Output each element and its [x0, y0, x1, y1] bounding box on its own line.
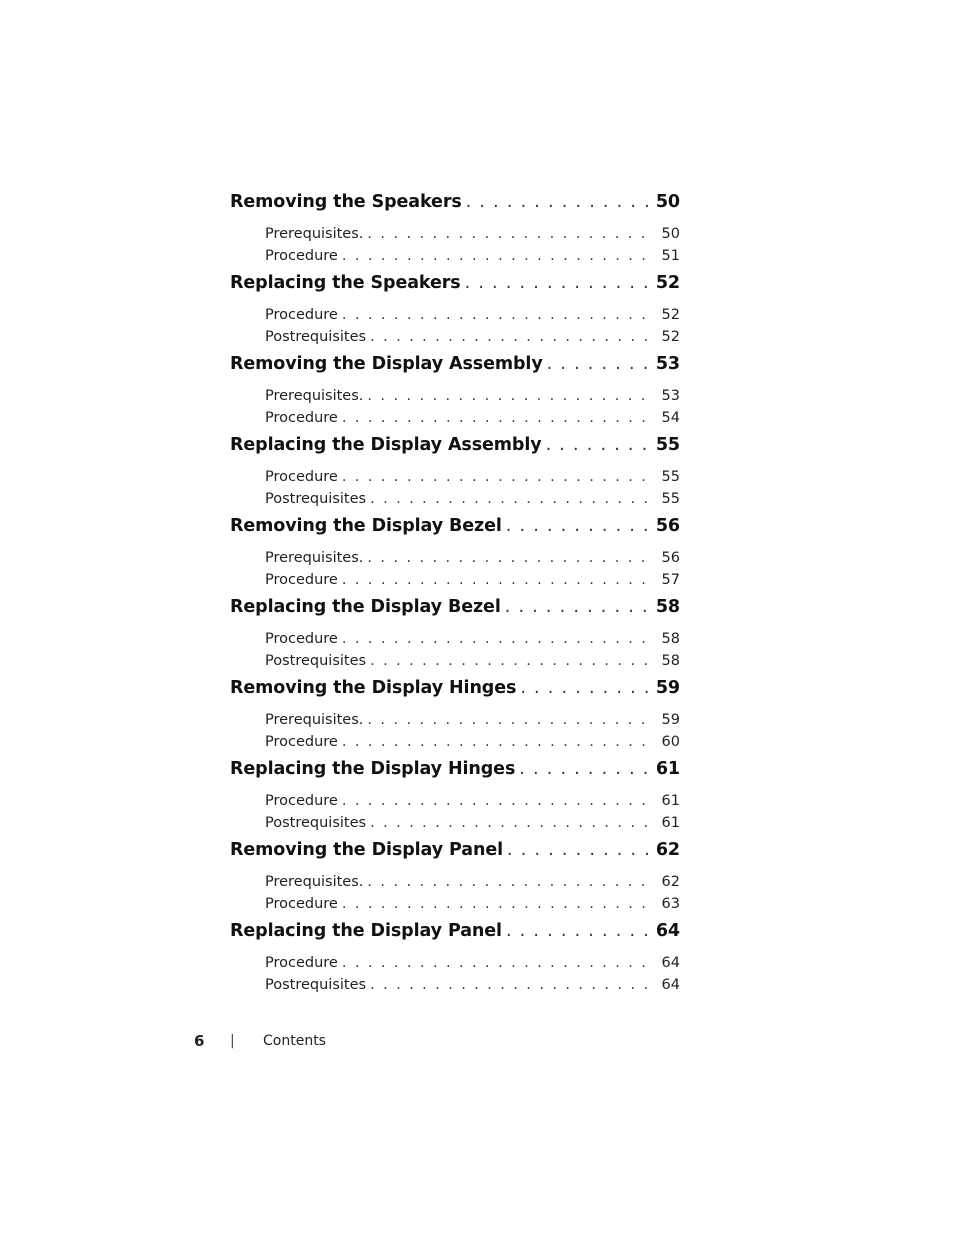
toc-subentry-label: Prerequisites. [265, 226, 364, 242]
toc-heading-page: 55 [655, 435, 680, 455]
toc-section [230, 269, 680, 350]
toc-heading-page: 56 [655, 516, 680, 536]
dot-leader [342, 731, 648, 753]
toc-subentry-label: Procedure [265, 469, 338, 485]
dot-leader [506, 512, 648, 540]
dot-leader [520, 674, 648, 702]
toc-subentry-row[interactable] [265, 569, 680, 591]
dot-leader [370, 650, 648, 672]
toc-subentry-page: 58 [661, 631, 680, 647]
toc-section [230, 593, 680, 674]
dot-leader [367, 871, 648, 893]
toc-subentry-row[interactable] [265, 628, 680, 650]
toc-heading-title: Removing the Display Panel [230, 840, 503, 860]
toc-subentry-row[interactable] [265, 385, 680, 407]
dot-leader [367, 385, 648, 407]
dot-leader [367, 223, 648, 245]
toc-heading-page: 53 [655, 354, 680, 374]
table-of-contents [230, 188, 680, 998]
toc-subentry-page: 64 [661, 955, 680, 971]
toc-subentry-label: Procedure [265, 793, 338, 809]
toc-subentry-row[interactable] [265, 466, 680, 488]
toc-subentry-page: 57 [661, 572, 680, 588]
toc-subentry-row[interactable] [265, 952, 680, 974]
toc-heading-row[interactable] [230, 593, 680, 621]
toc-heading-page: 58 [655, 597, 680, 617]
footer-separator: | [230, 1033, 235, 1049]
toc-subentry-page: 52 [661, 329, 680, 345]
toc-subentry-page: 61 [661, 815, 680, 831]
toc-subentry-row[interactable] [265, 407, 680, 429]
toc-subentry-label: Prerequisites. [265, 388, 364, 404]
dot-leader [370, 974, 648, 996]
toc-section [230, 512, 680, 593]
toc-subentry-page: 63 [661, 896, 680, 912]
dot-leader [342, 407, 648, 429]
dot-leader [342, 893, 648, 915]
toc-heading-row[interactable] [230, 512, 680, 540]
dot-leader [342, 628, 648, 650]
toc-heading-title: Removing the Display Bezel [230, 516, 502, 536]
toc-subentry-page: 58 [661, 653, 680, 669]
toc-subentry-row[interactable] [265, 709, 680, 731]
footer-section-label: Contents [263, 1033, 326, 1049]
footer-page-number: 6 [194, 1032, 205, 1050]
toc-subentry-label: Procedure [265, 572, 338, 588]
toc-heading-page: 59 [655, 678, 680, 698]
toc-subentry-label: Prerequisites. [265, 712, 364, 728]
toc-subentry-label: Procedure [265, 734, 338, 750]
toc-subentry-label: Procedure [265, 410, 338, 426]
toc-subentry-page: 60 [661, 734, 680, 750]
toc-subentry-row[interactable] [265, 488, 680, 510]
toc-section [230, 755, 680, 836]
toc-subentry-label: Procedure [265, 955, 338, 971]
toc-subentry-label: Procedure [265, 248, 338, 264]
toc-heading-title: Replacing the Display Bezel [230, 597, 501, 617]
toc-subentry-label: Procedure [265, 896, 338, 912]
toc-heading-row[interactable] [230, 917, 680, 945]
toc-section [230, 350, 680, 431]
dot-leader [547, 350, 648, 378]
toc-heading-title: Replacing the Display Hinges [230, 759, 516, 779]
toc-section [230, 836, 680, 917]
dot-leader [367, 709, 648, 731]
toc-heading-row[interactable] [230, 188, 680, 216]
toc-heading-title: Replacing the Speakers [230, 273, 461, 293]
toc-subentry-page: 56 [661, 550, 680, 566]
toc-subentry-page: 52 [661, 307, 680, 323]
dot-leader [342, 569, 648, 591]
toc-subentry-page: 54 [661, 410, 680, 426]
toc-subentry-label: Procedure [265, 631, 338, 647]
toc-section [230, 431, 680, 512]
toc-heading-title: Removing the Display Hinges [230, 678, 517, 698]
toc-subentry-page: 53 [661, 388, 680, 404]
toc-subentry-row[interactable] [265, 812, 680, 834]
dot-leader [342, 466, 648, 488]
toc-subentry-page: 64 [661, 977, 680, 993]
toc-subentry-label: Postrequisites [265, 815, 367, 831]
toc-heading-row[interactable] [230, 674, 680, 702]
toc-subentry-page: 55 [661, 469, 680, 485]
toc-subentry-row[interactable] [265, 974, 680, 996]
toc-subentry-row[interactable] [265, 731, 680, 753]
toc-subentry-row[interactable] [265, 893, 680, 915]
toc-subentry-label: Prerequisites. [265, 874, 364, 890]
toc-heading-row[interactable] [230, 755, 680, 783]
toc-subentry-label: Postrequisites [265, 977, 367, 993]
toc-subentry-label: Postrequisites [265, 329, 367, 345]
toc-subentry-row[interactable] [265, 304, 680, 326]
toc-section [230, 188, 680, 269]
toc-subentry-page: 55 [661, 491, 680, 507]
dot-leader [506, 917, 648, 945]
dot-leader [370, 326, 648, 348]
toc-subentry-row[interactable] [265, 326, 680, 348]
toc-section [230, 917, 680, 998]
dot-leader [342, 952, 648, 974]
toc-heading-row[interactable] [230, 836, 680, 864]
toc-heading-row[interactable] [230, 269, 680, 297]
toc-subentry-label: Procedure [265, 307, 338, 323]
toc-heading-page: 62 [655, 840, 680, 860]
toc-subentry-row[interactable] [265, 790, 680, 812]
toc-heading-row[interactable] [230, 350, 680, 378]
toc-heading-page: 64 [655, 921, 680, 941]
toc-heading-title: Replacing the Display Assembly [230, 435, 542, 455]
toc-subentry-page: 62 [661, 874, 680, 890]
toc-subentry-page: 61 [661, 793, 680, 809]
toc-heading-page: 52 [655, 273, 680, 293]
toc-subentry-page: 50 [661, 226, 680, 242]
toc-heading-title: Removing the Speakers [230, 192, 462, 212]
dot-leader [370, 488, 648, 510]
toc-subentry-page: 59 [661, 712, 680, 728]
dot-leader [342, 790, 648, 812]
page-footer [194, 1030, 326, 1052]
toc-heading-page: 50 [655, 192, 680, 212]
toc-subentry-row[interactable] [265, 223, 680, 245]
dot-leader [370, 812, 648, 834]
toc-subentry-row[interactable] [265, 871, 680, 893]
dot-leader [342, 304, 648, 326]
toc-subentry-label: Postrequisites [265, 491, 367, 507]
dot-leader [466, 188, 648, 216]
toc-subentry-row[interactable] [265, 245, 680, 267]
dot-leader [342, 245, 648, 267]
dot-leader [546, 431, 648, 459]
dot-leader [505, 593, 648, 621]
toc-heading-row[interactable] [230, 431, 680, 459]
toc-subentry-label: Postrequisites [265, 653, 367, 669]
toc-heading-title: Removing the Display Assembly [230, 354, 543, 374]
dot-leader [367, 547, 648, 569]
toc-subentry-page: 51 [661, 248, 680, 264]
dot-leader [519, 755, 648, 783]
toc-heading-page: 61 [655, 759, 680, 779]
toc-subentry-row[interactable] [265, 650, 680, 672]
toc-heading-title: Replacing the Display Panel [230, 921, 502, 941]
toc-subentry-label: Prerequisites. [265, 550, 364, 566]
toc-section [230, 674, 680, 755]
toc-subentry-row[interactable] [265, 547, 680, 569]
dot-leader [465, 269, 648, 297]
dot-leader [507, 836, 648, 864]
